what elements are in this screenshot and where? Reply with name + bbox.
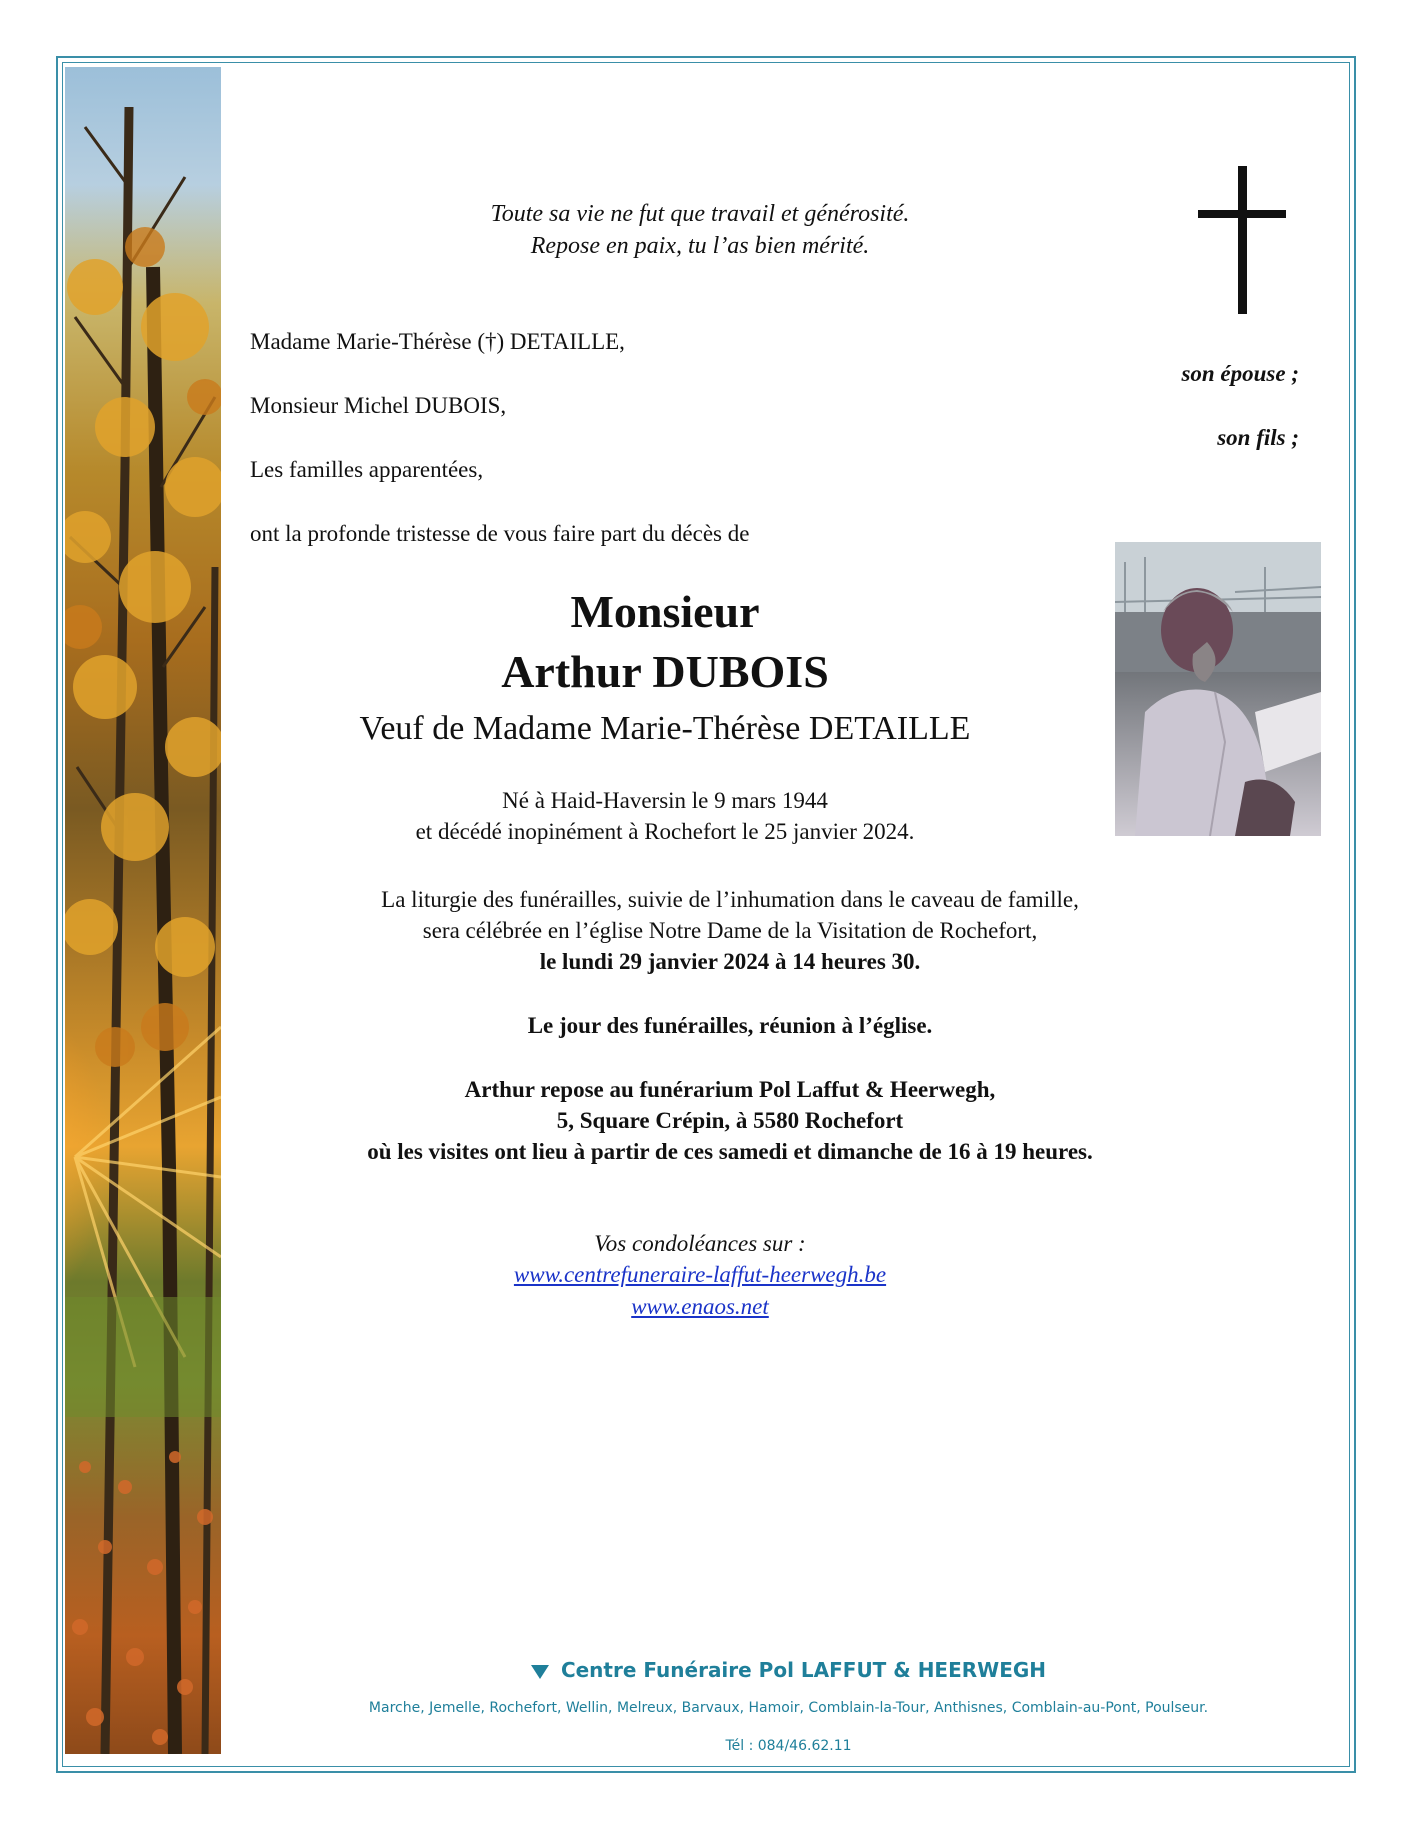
funerarium-line-1: Arthur repose au funérarium Pol Laffut & Heerwegh, — [464, 1077, 996, 1102]
motto-line-2: Repose en paix, tu l’as bien mérité. — [530, 233, 870, 259]
portrait-photo — [1115, 542, 1321, 836]
condolences-link-laffut[interactable]: www.centrefuneraire-laffut-heerwegh.be — [513, 1262, 887, 1287]
cross-icon — [1198, 166, 1288, 316]
footer-brand-text: Centre Funéraire Pol LAFFUT & HEERWEGH — [560, 1658, 1047, 1682]
deceased-name: Arthur DUBOIS — [501, 646, 829, 697]
deceased-title: Monsieur — [570, 586, 760, 637]
wife-relation: son épouse ; — [1181, 361, 1299, 386]
son-relation: son fils ; — [1217, 425, 1299, 450]
family-relatives: Les familles apparentées, — [250, 457, 484, 482]
deceased-death: et décédé inopinément à Rochefort le 25 janvier 2024. — [415, 819, 915, 844]
tree-illustration — [65, 67, 221, 1754]
deceased-birth: Né à Haid-Haversin le 9 mars 1944 — [502, 788, 828, 813]
family-wife: Madame Marie-Thérèse (†) DETAILLE, — [250, 329, 625, 354]
funeral-line-1: La liturgie des funérailles, suivie de l’inhumation dans le caveau de famille, — [381, 887, 1079, 912]
family-son: Monsieur Michel DUBOIS, — [250, 393, 507, 418]
autumn-trees-image — [65, 67, 221, 1754]
condolences-block — [300, 1228, 1100, 1323]
funeral-date: le lundi 29 janvier 2024 à 14 heures 30. — [539, 949, 921, 974]
condolences-link-enaos[interactable]: www.enaos.net — [631, 1294, 769, 1319]
deceased-widower: Veuf de Madame Marie-Thérèse DETAILLE — [359, 710, 971, 747]
funerarium-line-3: où les visites ont lieu à partir de ces samedi et dimanche de 16 à 19 heures. — [367, 1139, 1093, 1164]
condolences-label: Vos condoléances sur : — [594, 1231, 806, 1256]
announcement: ont la profonde tristesse de vous faire part du décès de — [250, 521, 750, 546]
triangle-down-icon — [531, 1665, 549, 1679]
footer-phone: Tél : 084/46.62.11 — [725, 1738, 852, 1754]
funerarium-line-2: 5, Square Crépin, à 5580 Rochefort — [556, 1108, 904, 1133]
funeral-meeting: Le jour des funérailles, réunion à l’église. — [527, 1013, 933, 1038]
footer-brand — [221, 1658, 1356, 1682]
footer-locations: Marche, Jemelle, Rochefort, Wellin, Melreux, Barvaux, Hamoir, Comblain-la-Tour, Anthisnes, Comblain-au-Pont, Poulseur. — [368, 1700, 1209, 1716]
motto — [300, 198, 1100, 262]
funeral-line-2: sera célébrée en l’église Notre Dame de la Visitation de Rochefort, — [422, 918, 1038, 943]
motto-line-1: Toute sa vie ne fut que travail et générosité. — [490, 201, 910, 227]
portrait-illustration — [1115, 542, 1321, 836]
